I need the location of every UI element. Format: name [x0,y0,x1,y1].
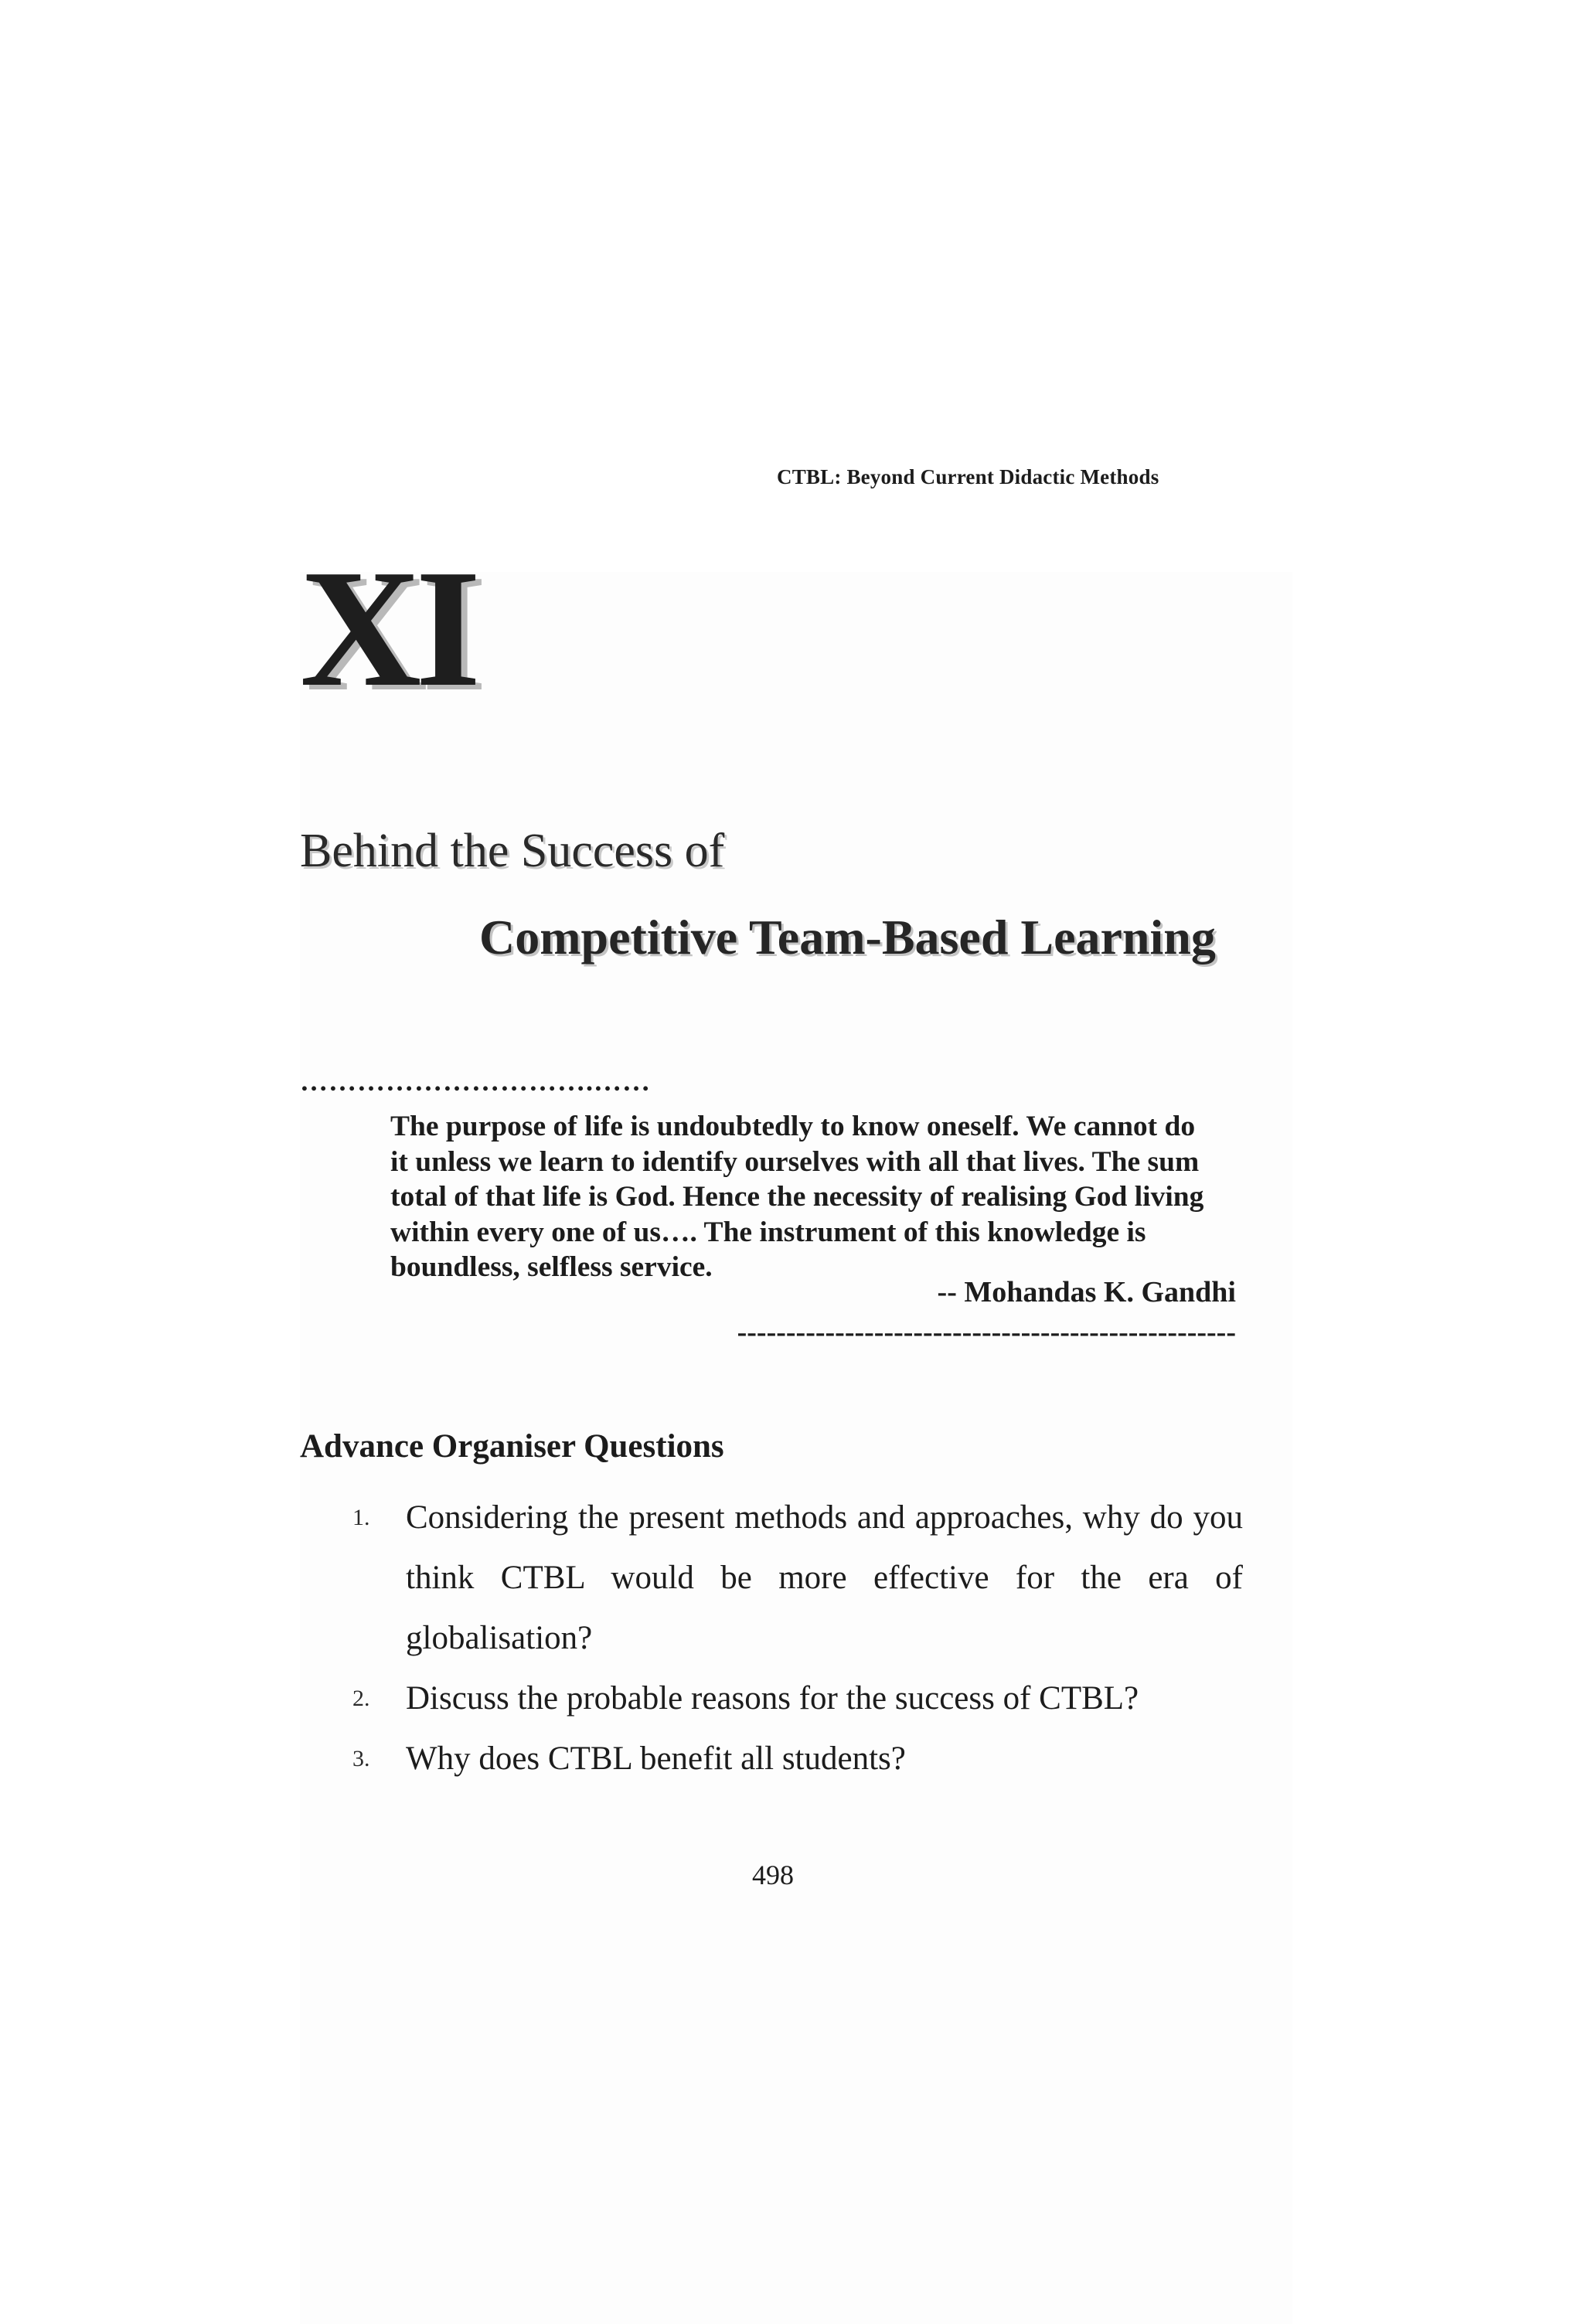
question-item [300,1669,1243,1729]
epigraph-quote [390,1109,1264,1285]
question-number: 2. [352,1686,370,1711]
epigraph-rule: --------------------------------------------------- [737,1316,1236,1349]
epigraph-line: it unless we learn to identify ourselves with all that lives. The sum [390,1145,1200,1178]
epigraph-line: total of that life is God. Hence the necessity of realising God living [390,1181,1204,1213]
question-item [300,1729,1243,1789]
chapter-title-line-1: Behind the Success of [300,825,725,877]
epigraph-author: -- Mohandas K. Gandhi [937,1276,1236,1308]
question-item [300,1488,1243,1669]
epigraph-leader-dots: ………………………….…… [300,1066,651,1097]
chapter-number: XI [300,536,475,722]
chapter-title-line-2: Competitive Team-Based Learning [479,910,1216,965]
running-header: CTBL: Beyond Current Didactic Methods [777,465,1159,488]
epigraph-line: boundless, selfless service. [390,1251,713,1283]
question-text: Discuss the probable reasons for the success of CTBL? [406,1680,1139,1717]
question-list [300,1488,1243,1789]
epigraph-line: within every one of us…. The instrument of this knowledge is [390,1216,1146,1248]
section-heading: Advance Organiser Questions [300,1428,724,1465]
epigraph-line: The purpose of life is undoubtedly to know oneself. We cannot do [390,1111,1196,1142]
question-text: Why does CTBL benefit all students? [406,1740,906,1777]
question-text: Considering the present methods and approaches, why do you think CTBL would be more effective for the era of globalisation? [406,1499,1243,1656]
question-number: 1. [352,1505,370,1530]
page-number: 498 [752,1860,794,1890]
question-number: 3. [352,1746,370,1771]
